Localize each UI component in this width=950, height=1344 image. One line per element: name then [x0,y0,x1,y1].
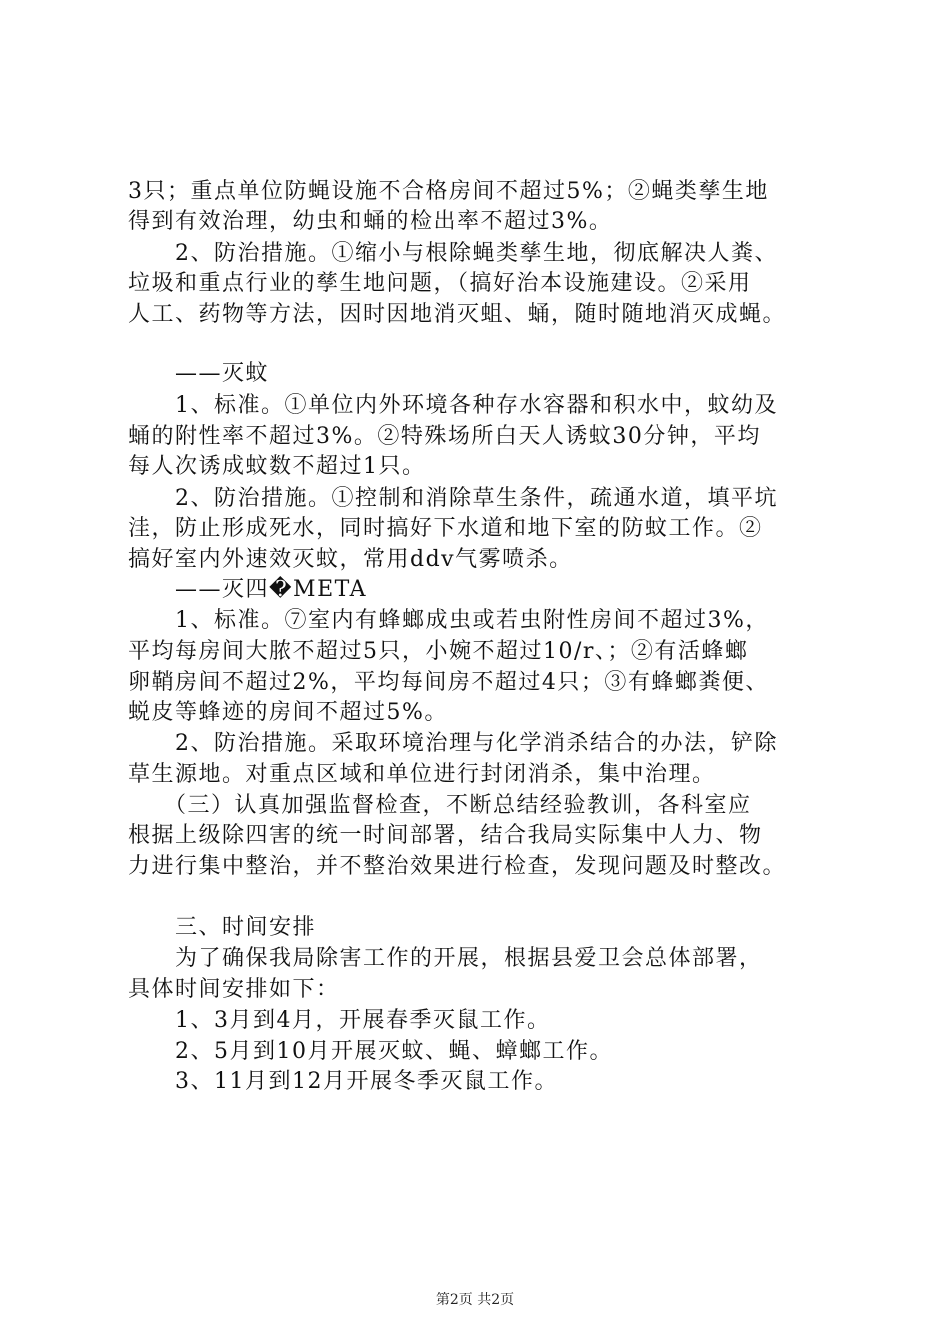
text-line: 为了确保我局除害工作的开展，根据县爱卫会总体部署， [128,946,763,971]
text-line: 1、标准。①单位内外环境各种存水容器和积水中，蚊幼及 [128,393,778,418]
text-line: 蛹的附性率不超过3%。②特殊场所白天人诱蚊30分钟，平均 [128,424,761,449]
page-footer: 第2页 共2页 [435,1292,515,1308]
list-item: 3、11月到12月开展冬季灭鼠工作。 [128,1069,558,1094]
text-line: 具体时间安排如下： [128,977,340,1002]
text-line: 得到有效治理，幼虫和蛹的检出率不超过3%。 [128,209,613,234]
text-line: 洼，防止形成死水，同时搞好下水道和地下室的防蚊工作。② [128,516,763,541]
text-line: 草生源地。对重点区域和单位进行封闭消杀，集中治理。 [128,762,716,787]
section-heading: 三、时间安排 [128,915,317,940]
text-line: 搞好室内外速效灭蚊，常用ddv气雾喷杀。 [128,547,573,572]
text-line: 卵鞘房间不超过2%，平均每间房不超过4只；③有蜂螂粪便、 [128,670,769,695]
text-line: 2、防治措施。①控制和消除草生条件，疏通水道，填平坑 [128,486,778,511]
text-line: 2、防治措施。①缩小与根除蝇类孳生地，彻底解决人粪、 [128,241,778,266]
text-line: （三）认真加强监督检查，不断总结经验教训，各科室应 [128,793,752,818]
text-line: 3只；重点单位防蝇设施不合格房间不超过5%；②蝇类孳生地 [128,179,769,204]
text-line: 蜕皮等蜂迹的房间不超过5%。 [128,700,448,725]
section-heading: ——灭四�META [128,577,368,602]
text-line: 力进行集中整治，并不整治效果进行检查，发现问题及时整改。 [128,854,787,879]
text-line: 每人次诱成蚊数不超过1只。 [128,454,426,479]
list-item: 2、5月到10月开展灭蚊、蝇、蟑螂工作。 [128,1039,613,1064]
text-line: 人工、药物等方法，因时因地消灭蛆、蛹，随时随地消灭成蝇。 [128,302,787,327]
text-line: 1、标准。⑦室内有蜂螂成虫或若虫附性房间不超过3%， [128,608,769,633]
text-line: 2、防治措施。采取环境治理与化学消杀结合的办法，铲除 [128,731,778,756]
list-item: 1、3月到4月，开展春季灭鼠工作。 [128,1008,551,1033]
text-line: 垃圾和重点行业的孳生地问题，（搞好治本设施建设。②采用 [128,271,752,296]
text-line: 平均每房间大脓不超过5只，小婉不超过10/r、；②有活蜂螂 [128,639,749,664]
section-heading: ——灭蚊 [128,361,270,386]
text-line: 根据上级除四害的统一时间部署，结合我局实际集中人力、物 [128,823,763,848]
